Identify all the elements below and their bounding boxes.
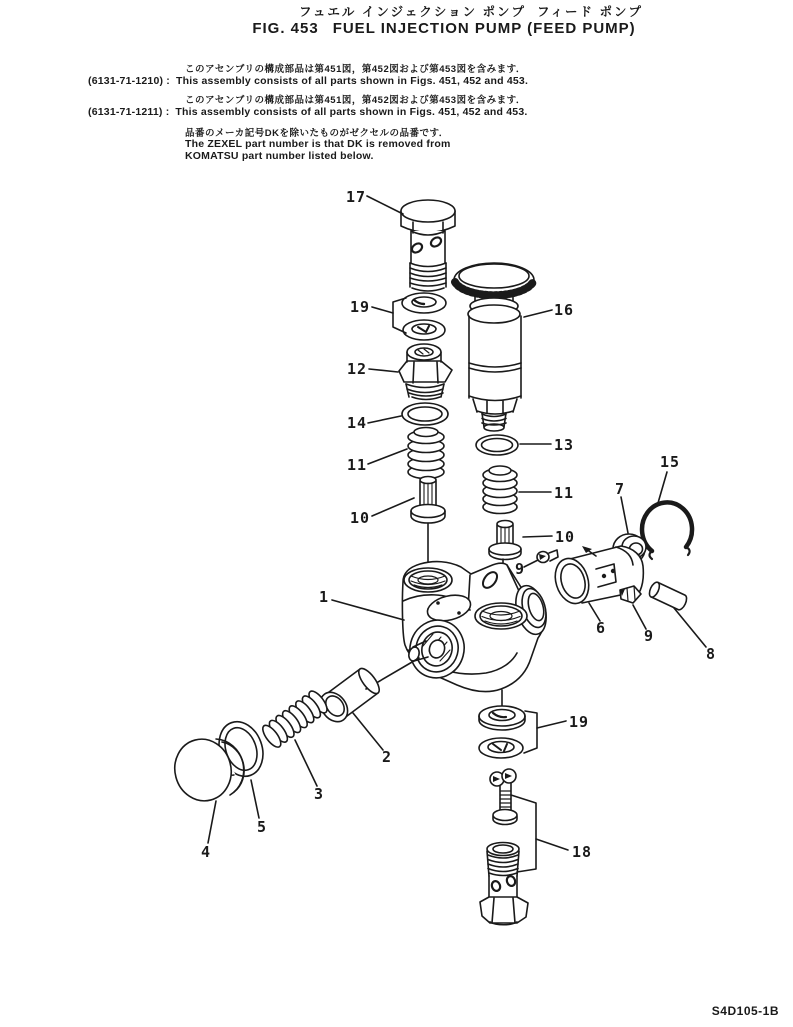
leader-17 xyxy=(367,196,403,214)
leader-1 xyxy=(332,600,404,620)
callout-3: 3 xyxy=(313,785,325,803)
note-zexel-en-2: KOMATSU part number listed below. xyxy=(185,149,374,162)
callout-13: 13 xyxy=(553,436,575,454)
leader-14 xyxy=(368,416,401,423)
part-12-joint xyxy=(399,344,452,400)
bracket-19-lower xyxy=(524,711,537,753)
part-9-screw-top xyxy=(537,550,558,563)
leader-10-left xyxy=(372,498,414,516)
callout-9-bottom: 9 xyxy=(643,627,655,645)
part-13-o-ring xyxy=(476,435,518,455)
figure-number: FIG. 453 xyxy=(252,20,319,37)
callout-10-right: 10 xyxy=(554,528,576,546)
callout-11-left: 11 xyxy=(346,456,368,474)
leader-2 xyxy=(353,713,383,750)
callout-14: 14 xyxy=(346,414,368,432)
leader-4 xyxy=(208,801,216,843)
leader-9-bottom xyxy=(633,605,646,629)
leader-15 xyxy=(658,472,667,503)
leader-7 xyxy=(621,497,628,533)
callout-16: 16 xyxy=(553,301,575,319)
note-1-ja: このアセンブリの構成部品は第451図，第452図および第453図を含みます． xyxy=(185,64,526,75)
callout-4: 4 xyxy=(200,843,212,861)
drawing-code: S4D105-1B xyxy=(711,1004,779,1018)
part-17-overflow-bolt xyxy=(401,200,455,291)
note-2-ja: このアセンブリの構成部品は第451図，第452図および第453図を含みます． xyxy=(185,95,526,106)
callout-8: 8 xyxy=(705,645,717,663)
callout-19-lower: 19 xyxy=(568,713,590,731)
part-2-piston xyxy=(315,665,383,727)
part-16-priming-pump xyxy=(454,263,534,431)
part-14-o-ring xyxy=(402,403,448,425)
part-10-valve-left xyxy=(411,477,445,568)
leader-5 xyxy=(251,780,259,818)
note-1-part-number: (6131-71-1210) : xyxy=(88,75,170,87)
leader-10-right xyxy=(523,536,552,537)
figure-title-ja: フュエル インジェクション ポンプ フィード ポンプ xyxy=(299,5,643,19)
callout-17: 17 xyxy=(345,188,367,206)
leader-9-top xyxy=(524,560,538,567)
leader-19-upper xyxy=(372,307,393,313)
leader-8 xyxy=(674,608,706,647)
part-18-screw-and-fitting xyxy=(480,769,536,925)
part-8-pin xyxy=(647,581,688,612)
note-2-part-number: (6131-71-1211) : xyxy=(88,106,170,118)
callout-7: 7 xyxy=(614,480,626,498)
leader-3 xyxy=(295,740,317,786)
callout-2: 2 xyxy=(381,748,393,766)
figure-name: FUEL INJECTION PUMP (FEED PUMP) xyxy=(332,20,636,37)
part-11-spring-left xyxy=(408,428,444,479)
leader-12 xyxy=(369,369,398,372)
callout-1: 1 xyxy=(318,588,330,606)
leader-16 xyxy=(524,310,552,317)
leader-18 xyxy=(536,839,568,850)
callout-10-left: 10 xyxy=(349,509,371,527)
callout-15: 15 xyxy=(659,453,681,471)
part-11-spring-right xyxy=(483,466,517,514)
callout-6: 6 xyxy=(595,619,607,637)
part-1-pump-housing xyxy=(366,562,551,706)
callout-11-right: 11 xyxy=(553,484,575,502)
leader-19-lower xyxy=(537,721,566,728)
callout-18: 18 xyxy=(571,843,593,861)
note-2-text: This assembly consists of all parts shown in Figs. 451, 452 and 453. xyxy=(175,106,528,118)
part-15-snap-ring xyxy=(642,502,692,559)
callout-19-upper: 19 xyxy=(349,298,371,316)
part-4-cap xyxy=(168,733,244,807)
part-19-washers-lower xyxy=(479,706,537,758)
callout-5: 5 xyxy=(256,818,268,836)
part-19-washers-upper xyxy=(393,293,446,340)
callout-9-top: 9 xyxy=(514,560,526,578)
callout-12: 12 xyxy=(346,360,368,378)
note-1-text: This assembly consists of all parts shown in Figs. 451, 452 and 453. xyxy=(176,75,529,87)
note-zexel-ja: 品番のメーカ記号DKを除いたものがゼクセルの品番です． xyxy=(185,128,449,139)
note-zexel-en-1: The ZEXEL part number is that DK is removed from xyxy=(185,138,451,150)
leader-11-left xyxy=(368,449,407,464)
